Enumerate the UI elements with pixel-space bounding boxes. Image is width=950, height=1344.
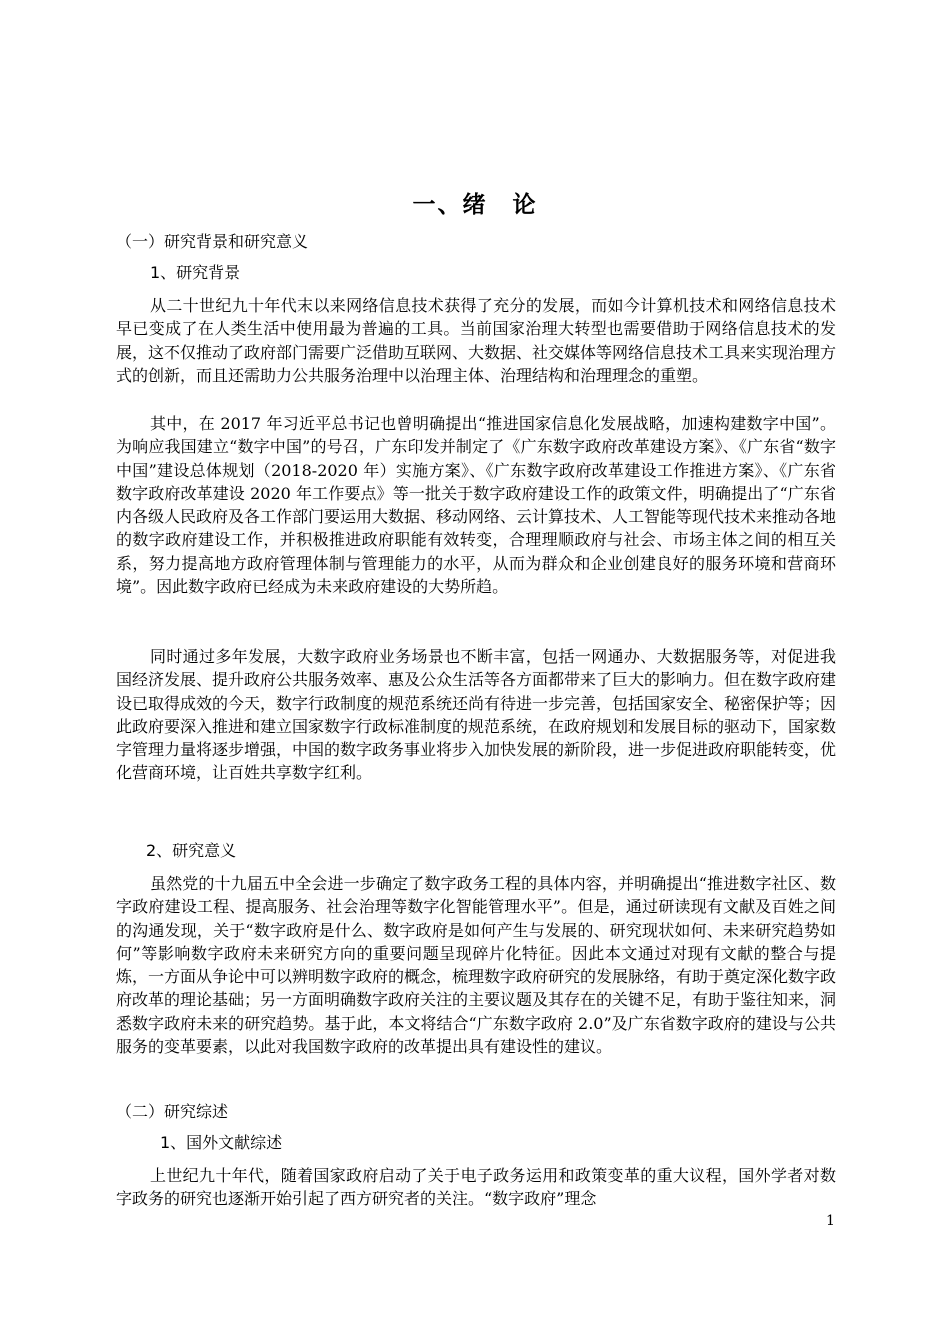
subsection-heading-foreign-literature: 1、国外文献综述 (160, 1133, 283, 1152)
subsection-heading-research-significance: 2、研究意义 (146, 841, 237, 860)
section-heading-background: （一）研究背景和研究意义 (116, 232, 309, 251)
chapter-title: 一、绪 论 (412, 192, 538, 218)
page-number: 1 (826, 1213, 835, 1229)
paragraph-significance-1: 虽然党的十九届五中全会进一步确定了数字政务工程的具体内容，并明确提出“推进数字社区、数字政府建设工程、提高服务、社会治理等数字化智能管理水平”。但是，通过研读现有文献及百姓之间的沟通发现，关于“数字政府是什么、数字政府是如何产生与发展的、研究现状如何、未来研究趋势如何”等影响数字政府未来研究方向的重要问题呈现碎片化特征。因此本文通过对现有文献的整合与提炼，一方面从争论中可以辨明数字政府的概念，梳理数字政府研究的发展脉络，有助于奠定深化数字政府改革的理论基础；另一方面明确数字政府关注的主要议题及其存在的关键不足，有助于鉴往知来，洞悉数字政府未来的研究趋势。基于此，本文将结合“广东数字政府 2.0”及广东省数字政府的建设与公共服务的变革要素，以此对我国数字政府的改革提出具有建设性的建议。 (116, 874, 837, 1057)
paragraph-background-2: 其中，在 2017 年习近平总书记也曾明确提出“推进国家信息化发展战略，加速构建数字中国”。为响应我国建立“数字中国”的号召，广东印发并制定了《广东数字政府改革建设方案》、《广东省“数字中国”建设总体规划（2018-2020 年）实施方案》、《广东数字政府改革建设工作推进方案》、《广东省数字政府改革建设 2020 年工作要点》等一批关于数字政府建设工作的政策文件，明确提出了“广东省内各级人民政府及各工作部门要运用大数据、移动网络、云计算技术、人工智能等现代技术来推动各地的数字政府建设工作，并积极推进政府职能有效转变，合理理顺政府与社会、市场主体之间的相互关系，努力提高地方政府管理体制与管理能力的水平，从而为群众和企业创建良好的服务环境和营商环境”。因此数字政府已经成为未来政府建设的大势所趋。 (116, 414, 837, 597)
paragraph-background-3: 同时通过多年发展，大数字政府业务场景也不断丰富，包括一网通办、大数据服务等，对促进我国经济发展、提升政府公共服务效率、惠及公众生活等各方面都带来了巨大的影响力。但在数字政府建设已取得成效的今天，数字行政制度的规范系统还尚有待进一步完善，包括国家安全、秘密保护等；因此政府要深入推进和建立国家数字行政标准制度的规范系统，在政府规划和发展目标的驱动下，国家数字管理力量将逐步增强，中国的数字政务事业将步入加快发展的新阶段，进一步促进政府职能转变，优化营商环境，让百姓共享数字红利。 (116, 647, 837, 783)
paragraph-foreign-literature-1: 上世纪九十年代，随着国家政府启动了关于电子政务运用和政策变革的重大议程，国外学者对数字政务的研究也逐渐开始引起了西方研究者的关注。“数字政府”理念 (116, 1166, 836, 1209)
paragraph-background-1: 从二十世纪九十年代末以来网络信息技术获得了充分的发展，而如今计算机技术和网络信息技术早已变成了在人类生活中使用最为普遍的工具。当前国家治理大转型也需要借助于网络信息技术的发展，这不仅推动了政府部门需要广泛借助互联网、大数据、社交媒体等网络信息技术工具来实现治理方式的创新，而且还需助力公共服务治理中以治理主体、治理结构和治理理念的重塑。 (116, 296, 837, 385)
section-heading-literature-review: （二）研究综述 (116, 1102, 229, 1121)
subsection-heading-research-background: 1、研究背景 (150, 263, 241, 282)
